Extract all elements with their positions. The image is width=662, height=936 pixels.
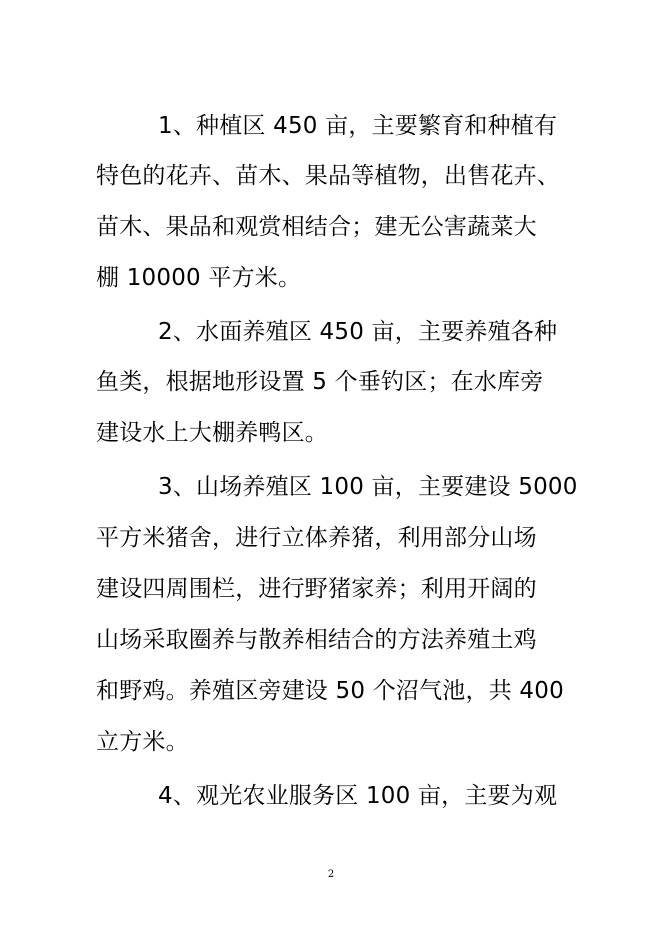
paragraph-3-line-3: 建设四周围栏，进行野猪家养；利用开阔的 bbox=[96, 576, 537, 602]
paragraph-1-line-1: 1、种植区 450 亩，主要繁育和种植有 bbox=[158, 113, 558, 139]
paragraph-1-line-4: 棚 10000 平方米。 bbox=[96, 265, 302, 291]
paragraph-2-line-2: 鱼类，根据地形设置 5 个垂钓区；在水库旁 bbox=[96, 369, 544, 395]
page-number: 2 bbox=[327, 869, 335, 880]
paragraph-1-line-2: 特色的花卉、苗木、果品等植物，出售花卉、 bbox=[96, 163, 560, 189]
paragraph-2-line-3: 建设水上大棚养鸭区。 bbox=[96, 420, 328, 446]
paragraph-4-line-1: 4、观光农业服务区 100 亩，主要为观 bbox=[158, 783, 558, 809]
paragraph-1-line-3: 苗木、果品和观赏相结合；建无公害蔬菜大 bbox=[96, 214, 537, 240]
paragraph-3-line-6: 立方米。 bbox=[96, 729, 189, 755]
paragraph-3-line-2: 平方米猪舍，进行立体养猪，利用部分山场 bbox=[96, 525, 537, 551]
paragraph-3-line-1: 3、山场养殖区 100 亩，主要建设 5000 bbox=[158, 474, 578, 500]
paragraph-3-line-5: 和野鸡。养殖区旁建设 50 个沼气池，共 400 bbox=[96, 678, 564, 704]
paragraph-3-line-4: 山场采取圈养与散养相结合的方法养殖土鸡 bbox=[96, 627, 537, 653]
paragraph-2-line-1: 2、水面养殖区 450 亩，主要养殖各种 bbox=[158, 319, 558, 345]
